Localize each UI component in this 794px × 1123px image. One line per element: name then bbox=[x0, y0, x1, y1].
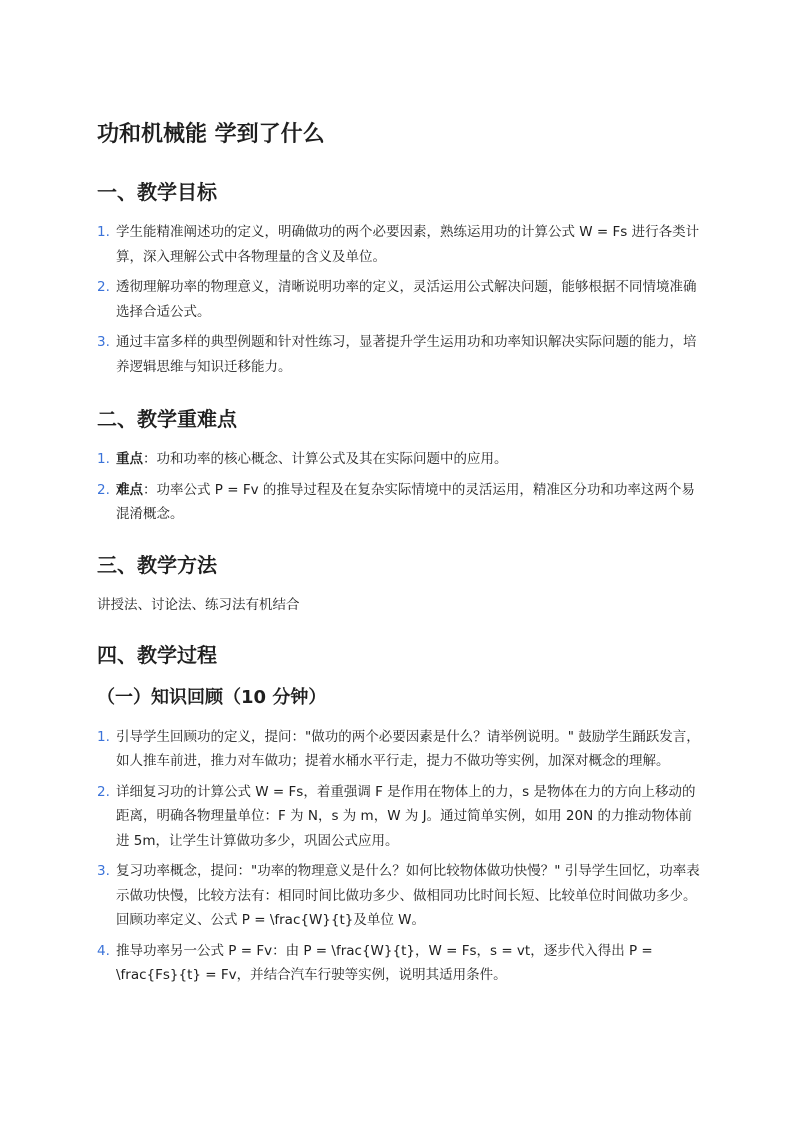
section-teaching-process bbox=[97, 639, 701, 671]
list-item-text: ：功和功率的核心概念、计算公式及其在实际问题中的应用。 bbox=[143, 451, 508, 467]
list-item bbox=[97, 725, 701, 774]
objectives-list bbox=[97, 220, 701, 379]
key-point-label: 重点 bbox=[116, 451, 143, 467]
subsection-knowledge-review bbox=[97, 683, 701, 988]
key-points-list bbox=[97, 447, 701, 527]
list-item-text: 通过丰富多样的典型例题和针对性练习，显著提升学生运用功和功率知识解决实际问题的能力，培养逻辑思维与知识迁移能力。 bbox=[116, 334, 697, 375]
list-number: 1. bbox=[97, 224, 110, 240]
list-number: 2. bbox=[97, 783, 110, 800]
list-item-text: 推导功率另一公式 P = Fv：由 P = \frac{W}{t}，W = Fs，s = vt，逐步代入得出 P = \frac{Fs}{t} = Fv，并结合汽车行驶等实例，说明其适用条件。 bbox=[116, 942, 653, 983]
list-item bbox=[97, 447, 701, 472]
list-number: 2. bbox=[97, 481, 110, 498]
list-item bbox=[97, 478, 701, 527]
methods-text: 讲授法、讨论法、练习法有机结合 bbox=[97, 596, 300, 613]
list-item bbox=[97, 939, 701, 988]
difficulty-label: 难点 bbox=[116, 481, 143, 498]
section-heading: 三、教学方法 bbox=[97, 552, 217, 577]
review-list bbox=[97, 725, 701, 988]
list-number: 1. bbox=[97, 728, 110, 745]
section-heading: 四、教学过程 bbox=[97, 642, 217, 667]
document-title: 功和机械能 学到了什么 bbox=[97, 122, 325, 147]
list-item bbox=[97, 220, 701, 269]
list-number: 2. bbox=[97, 279, 110, 295]
section-teaching-methods bbox=[97, 549, 701, 617]
list-number: 1. bbox=[97, 451, 110, 467]
list-item-text: 详细复习功的计算公式 W = Fs，着重强调 F 是作用在物体上的力，s 是物体在力的方向上移动的距离，明确各物理量单位：F 为 N，s 为 m，W 为 J。通过简单实例，如用 20N 的力推动物体前进 5m，让学生计算做功多少，巩固公式应用。 bbox=[116, 783, 696, 849]
list-item bbox=[97, 780, 701, 854]
list-item bbox=[97, 275, 701, 324]
section-key-points bbox=[97, 403, 701, 527]
document-content bbox=[97, 118, 701, 994]
subsection-heading: （一）知识回顾（10 分钟） bbox=[97, 686, 327, 708]
list-item-text: ：功率公式 P = Fv 的推导过程及在复杂实际情境中的灵活运用，精准区分功和功率这两个易混淆概念。 bbox=[116, 481, 695, 522]
list-item bbox=[97, 859, 701, 933]
section-teaching-objectives bbox=[97, 176, 701, 379]
list-item bbox=[97, 330, 701, 379]
list-item-text: 学生能精准阐述功的定义，明确做功的两个必要因素，熟练运用功的计算公式 W = Fs 进行各类计算，深入理解公式中各物理量的含义及单位。 bbox=[116, 224, 700, 265]
list-item-text: 复习功率概念，提问："功率的物理意义是什么？如何比较物体做功快慢？" 引导学生回忆，功率表示做功快慢，比较方法有：相同时间比做功多少、做相同功比时间长短、比较单位时间做功多少。回顾功率定义、公式 P = \frac{W}{t}及单位 W。 bbox=[116, 863, 700, 928]
list-item-text: 引导学生回顾功的定义，提问："做功的两个必要因素是什么？请举例说明。" 鼓励学生踊跃发言，如人推车前进，推力对车做功；提着水桶水平行走，提力不做功等实例，加深对概念的理解。 bbox=[116, 728, 700, 769]
list-number: 3. bbox=[97, 863, 110, 879]
list-number: 4. bbox=[97, 942, 110, 959]
list-item-text: 透彻理解功率的物理意义，清晰说明功率的定义，灵活运用公式解决问题，能够根据不同情境准确选择合适公式。 bbox=[116, 279, 697, 320]
section-heading: 二、教学重难点 bbox=[97, 407, 237, 431]
list-number: 3. bbox=[97, 334, 110, 350]
section-heading: 一、教学目标 bbox=[97, 180, 217, 204]
